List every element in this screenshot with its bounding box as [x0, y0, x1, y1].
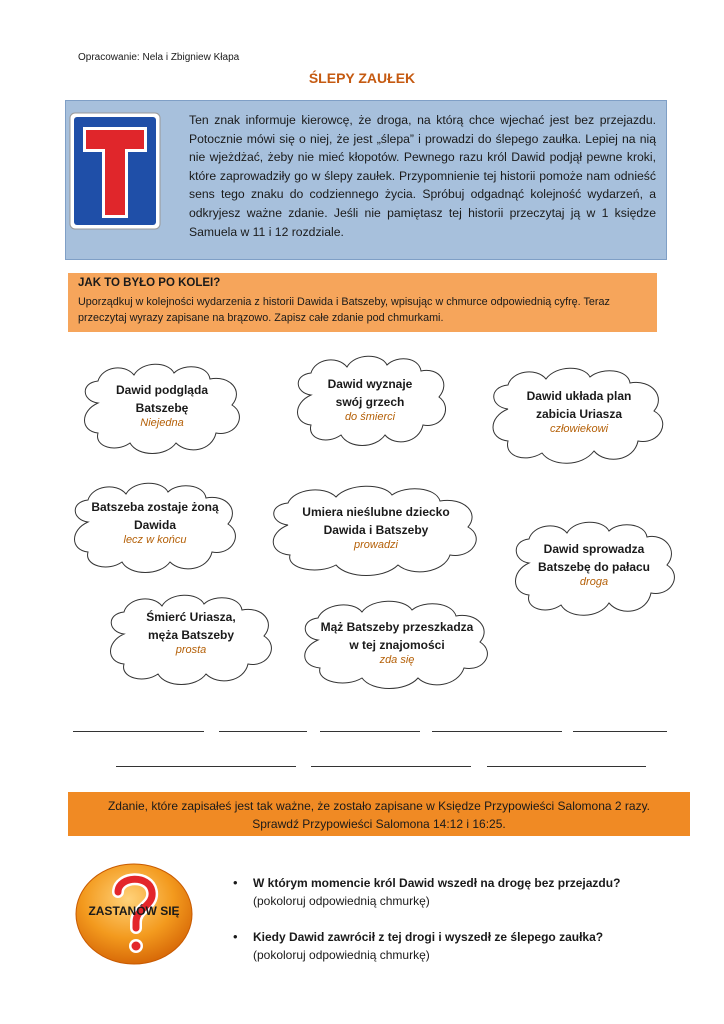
cloud-label: Batszebę do pałacu — [537, 560, 651, 574]
cloud-label: Umiera nieślubne dziecko — [302, 505, 450, 519]
answer-line[interactable] — [116, 766, 296, 767]
answer-line[interactable] — [320, 731, 420, 732]
scripture-note-line1: Zdanie, które zapisałeś jest tak ważne, że zostało zapisane w Księdze Przypowieści Salomona 2 razy. — [107, 799, 651, 813]
answer-line[interactable] — [311, 766, 471, 767]
cloud-label: w tej znajomości — [349, 638, 445, 652]
think-label: ZASTANÓW SIĘ — [88, 904, 180, 918]
task-box — [68, 273, 657, 332]
scripture-note — [68, 797, 690, 833]
think-badge — [74, 862, 194, 967]
cloud-label: zabicia Uriasza — [535, 407, 623, 421]
cloud-label: Dawid wyznaje — [327, 377, 413, 391]
event-cloud[interactable] — [507, 519, 681, 619]
author-line: Opracowanie: Nela i Zbigniew Kłapa — [78, 52, 240, 63]
event-cloud[interactable] — [289, 355, 451, 451]
cloud-brown-word: zda się — [379, 654, 415, 666]
page-title: ŚLEPY ZAUŁEK — [308, 70, 416, 86]
cloud-brown-word: Niejedna — [140, 417, 184, 429]
cloud-label: Śmierć Uriasza, — [146, 610, 236, 624]
event-cloud[interactable] — [484, 365, 674, 469]
scripture-note-line2: Sprawdź Przypowieści Salomona 14:12 i 16:25. — [252, 817, 506, 831]
event-cloud[interactable] — [296, 600, 498, 692]
answer-line[interactable] — [219, 731, 307, 732]
question-hint: (pokoloruj odpowiednią chmurkę) — [253, 948, 430, 962]
cloud-brown-word: prosta — [175, 644, 207, 656]
event-cloud[interactable] — [264, 483, 488, 579]
dead-end-sign-icon — [69, 112, 161, 230]
scripture-note-box — [68, 792, 690, 836]
cloud-label: swój grzech — [335, 395, 405, 409]
intro-text: Ten znak informuje kierowcę, że droga, na którą chce wjechać jest bez przejazdu. Potocznie mówi się o niej, że jest „ślepa” i prowadzi do ślepego zaułka. Lepiej na nią nie wjeżdżać, żeby nie mieć kłopotów. Pewnego razu król Dawid podjął pewne kroki, które zaprowadziły go w ślepy zaułek. Przypomnienie tej historii pomoże nam odnieść sens tego znaku do codziennego życia. Spróbuj odgadnąć kolejność wydarzeń, a odkryjesz ważne zdanie. Jeśli nie pamiętasz tej historii przeczytaj ją w 1 księdze Samuela w 11 i 12 rozdziale. — [189, 113, 656, 239]
cloud-brown-word: do śmierci — [344, 411, 396, 423]
intro-box — [65, 100, 667, 260]
question-text: W którym momencie król Dawid wszedł na drogę bez przejazdu? — [253, 876, 621, 890]
task-instructions: Uporządkuj w kolejności wydarzenia z historii Dawida i Batszeby, wpisując w chmurce odpowiednią cyfrę. Teraz przeczytaj wyrazy zapisane na brązowo. Zapisz całe zdanie pod chmurkami. — [78, 296, 610, 324]
cloud-label: Mąż Batszeby przeszkadza — [320, 620, 474, 634]
event-cloud[interactable] — [76, 361, 248, 457]
cloud-label: Batszebę — [135, 401, 189, 415]
event-cloud[interactable] — [102, 592, 280, 688]
cloud-label: Dawid układa plan — [526, 389, 632, 403]
cloud-brown-word: lecz w końcu — [123, 534, 187, 546]
cloud-label: Batszeba zostaje żoną — [91, 500, 219, 514]
cloud-label: męża Batszeby — [147, 628, 235, 642]
answer-line[interactable] — [487, 766, 646, 767]
bullet-icon: • — [233, 929, 238, 944]
question-hint: (pokoloruj odpowiednią chmurkę) — [253, 894, 430, 908]
answer-line[interactable] — [573, 731, 667, 732]
cloud-brown-word: człowiekowi — [549, 423, 609, 435]
cloud-label: Dawida — [133, 518, 176, 532]
bullet-icon: • — [233, 875, 238, 890]
cloud-label: Dawid podgląda — [115, 383, 208, 397]
task-title: JAK TO BYŁO PO KOLEI? — [78, 277, 221, 289]
cloud-label: Dawid sprowadza — [543, 542, 645, 556]
cloud-label: Dawida i Batszeby — [323, 523, 429, 537]
cloud-brown-word: droga — [579, 576, 609, 588]
answer-line[interactable] — [73, 731, 204, 732]
cloud-brown-word: prowadzi — [353, 539, 399, 551]
answer-line[interactable] — [432, 731, 562, 732]
event-cloud[interactable] — [66, 480, 244, 576]
question-text: Kiedy Dawid zawrócił z tej drogi i wyszedł ze ślepego zaułka? — [253, 930, 604, 944]
